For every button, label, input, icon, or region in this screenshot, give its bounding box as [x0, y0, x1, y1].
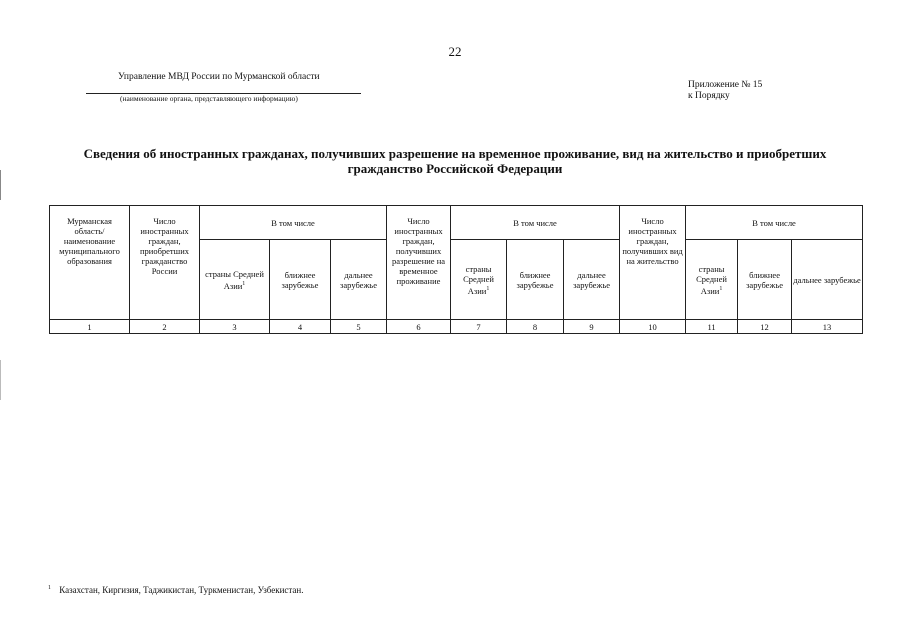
document-title-line-1: Сведения об иностранных гражданах, получивших разрешение на временное проживание, вид на жительство и приобретших: [83, 146, 827, 161]
subheader-near-abroad: ближнее зарубежье: [270, 240, 331, 320]
column-number: 7: [451, 320, 507, 334]
column-number: 5: [331, 320, 387, 334]
page-number: 22: [448, 44, 462, 59]
column-number: 9: [564, 320, 620, 334]
footnote: [48, 585, 304, 595]
report-table: [49, 205, 863, 334]
column-number: 4: [270, 320, 331, 334]
col-citizenship-header: Число иностранных граждан, приобретших гражданство России: [130, 206, 200, 320]
col-region-header: Мурманская область/ наименование муниципального образования: [50, 206, 130, 320]
subheader-central-asia: страны Средней Азии$^1$: [451, 240, 507, 320]
document-title-line-2: гражданство Российской Федерации: [347, 161, 563, 176]
column-number: 3: [200, 320, 270, 334]
column-number: 10: [620, 320, 686, 334]
column-number: 6: [387, 320, 451, 334]
appendix-note: [688, 80, 762, 102]
column-number: 2: [130, 320, 200, 334]
subheader-near-abroad: ближнее зарубежье: [738, 240, 792, 320]
column-number: 1: [50, 320, 130, 334]
organization-name: Управление МВД России по Мурманской области: [118, 72, 320, 82]
col-temporary-residence-header: Число иностранных граждан, получивших разрешение на временное проживание: [387, 206, 451, 320]
subheader-central-asia: страны Средней Азии$^1$: [200, 240, 270, 320]
appendix-line-1: Приложение № 15: [688, 80, 763, 90]
column-number-row: [50, 320, 863, 334]
footnote-mark: 1: [48, 585, 51, 591]
subheader-far-abroad: дальнее зарубежье: [331, 240, 387, 320]
document-title: [60, 146, 850, 176]
subheader-far-abroad: дальнее зарубежье: [564, 240, 620, 320]
footnote-text: Казахстан, Киргизия, Таджикистан, Туркменистан, Узбекистан.: [59, 585, 304, 595]
column-number: 13: [792, 320, 863, 334]
group-header-temporary-residence: В том числе: [451, 206, 620, 240]
subheader-central-asia: страны Средней Азии$^1$: [686, 240, 738, 320]
column-number: 12: [738, 320, 792, 334]
col-residence-permit-header: Число иностранных граждан, получивших вид на жительство: [620, 206, 686, 320]
scan-edge-mark: [0, 360, 1, 400]
group-header-citizenship: В том числе: [200, 206, 387, 240]
subheader-far-abroad: дальнее зарубежье: [792, 240, 863, 320]
column-number: 11: [686, 320, 738, 334]
appendix-line-2: к Порядку: [688, 91, 730, 101]
group-header-residence-permit: В том числе: [686, 206, 863, 240]
subheader-near-abroad: ближнее зарубежье: [507, 240, 564, 320]
column-number: 8: [507, 320, 564, 334]
organization-caption: (наименование органа, представляющего информацию): [120, 94, 298, 103]
scan-edge-mark: [0, 170, 1, 200]
